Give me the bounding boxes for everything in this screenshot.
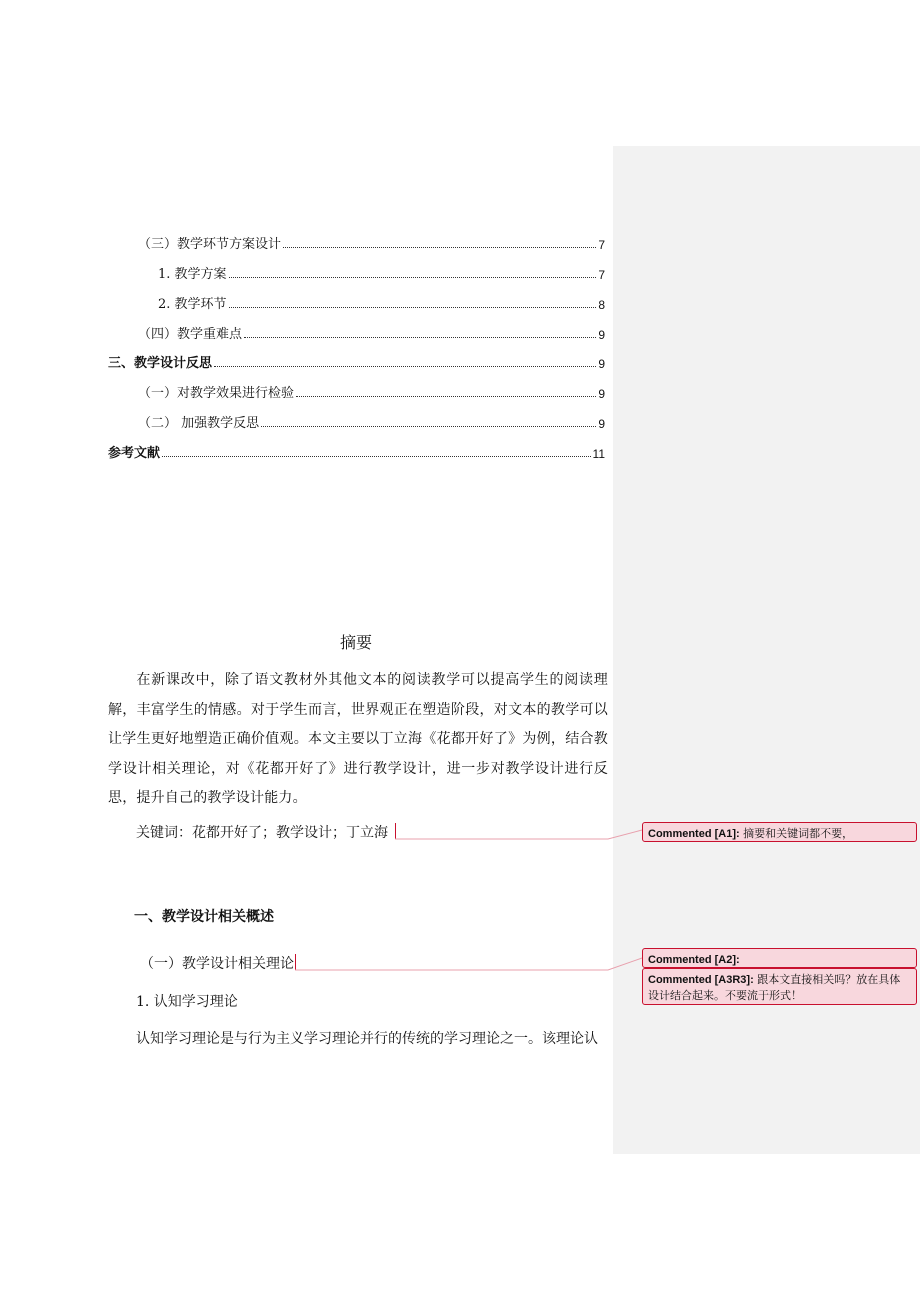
- keywords-line: 关键词：花都开好了；教学设计；丁立海: [136, 825, 388, 841]
- toc-leader: [214, 365, 596, 367]
- toc-leader: [296, 395, 596, 397]
- toc-leader: [229, 306, 597, 308]
- toc-leader: [229, 276, 597, 278]
- toc-page: 7: [598, 238, 605, 252]
- toc-page: 9: [598, 387, 605, 401]
- toc-label: （一）对教学效果进行检验: [138, 386, 295, 401]
- comment-text: 摘要和关键词都不要，: [743, 827, 854, 840]
- toc-page: 11: [592, 447, 605, 461]
- comment-a1[interactable]: [642, 822, 917, 842]
- toc-page: 9: [598, 328, 605, 342]
- toc-label: （二） 加强教学反思: [138, 416, 260, 431]
- list-item-title: 1. 认知学习理论: [136, 994, 238, 1010]
- toc-leader: [162, 455, 591, 457]
- toc-page: 9: [598, 357, 605, 371]
- comment-anchor: [395, 823, 396, 839]
- toc-label: 1. 教学方案: [158, 267, 227, 282]
- toc-entry[interactable]: [138, 413, 605, 431]
- toc-label: （三）教学环节方案设计: [138, 237, 282, 252]
- toc-label: 2. 教学环节: [158, 297, 227, 312]
- toc-entry[interactable]: [158, 294, 605, 312]
- toc-page: 8: [598, 298, 605, 312]
- comment-a3r3[interactable]: [642, 968, 917, 1005]
- toc-label: 三、教学设计反思: [108, 356, 213, 371]
- toc-entry[interactable]: [158, 264, 605, 282]
- comment-a2[interactable]: [642, 948, 917, 968]
- toc-leader: [283, 246, 596, 248]
- comment-tag: Commented [A3R3]:: [648, 974, 754, 986]
- toc-label: 参考文献: [108, 446, 161, 461]
- toc-page: 9: [598, 417, 605, 431]
- abstract-text: 在新课改中，除了语文教材外其他文本的阅读教学可以提高学生的阅读理解，丰富学生的情感。对于学生而言，世界观正在塑造阶段，对文本的教学可以让学生更好地塑造正确价值观。本文主要以丁立海《花都开好了》为例，结合教学设计相关理论，对《花都开好了》进行教学设计，进一步对教学设计进行反思，提升自己的教学设计能力。: [108, 672, 608, 806]
- toc-leader: [261, 425, 596, 427]
- abstract-body: [108, 666, 608, 814]
- comment-anchor: [295, 954, 296, 970]
- subsection-heading: （一）教学设计相关理论: [140, 956, 294, 972]
- toc-leader: [244, 336, 596, 338]
- toc-page: 7: [598, 268, 605, 282]
- toc-entry[interactable]: [108, 353, 605, 371]
- body-paragraph: 认知学习理论是与行为主义学习理论并行的传统的学习理论之一。该理论认: [136, 1031, 598, 1047]
- toc-entry[interactable]: [138, 234, 605, 252]
- comment-tag: Commented [A1]:: [648, 828, 740, 840]
- abstract-title: 摘要: [339, 633, 372, 652]
- toc-entry[interactable]: [138, 324, 605, 342]
- section-heading: 一、教学设计相关概述: [134, 909, 274, 925]
- comment-tag: Commented [A2]:: [648, 954, 740, 966]
- connector-a2: [295, 958, 642, 970]
- toc-entry[interactable]: [138, 383, 605, 401]
- connector-a1: [395, 830, 642, 839]
- toc-entry[interactable]: [108, 443, 605, 461]
- comment-text: 跟本文直接相关吗？放在具体设计结合起来。不要流于形式！: [648, 973, 901, 1002]
- toc-label: （四）教学重难点: [138, 327, 243, 342]
